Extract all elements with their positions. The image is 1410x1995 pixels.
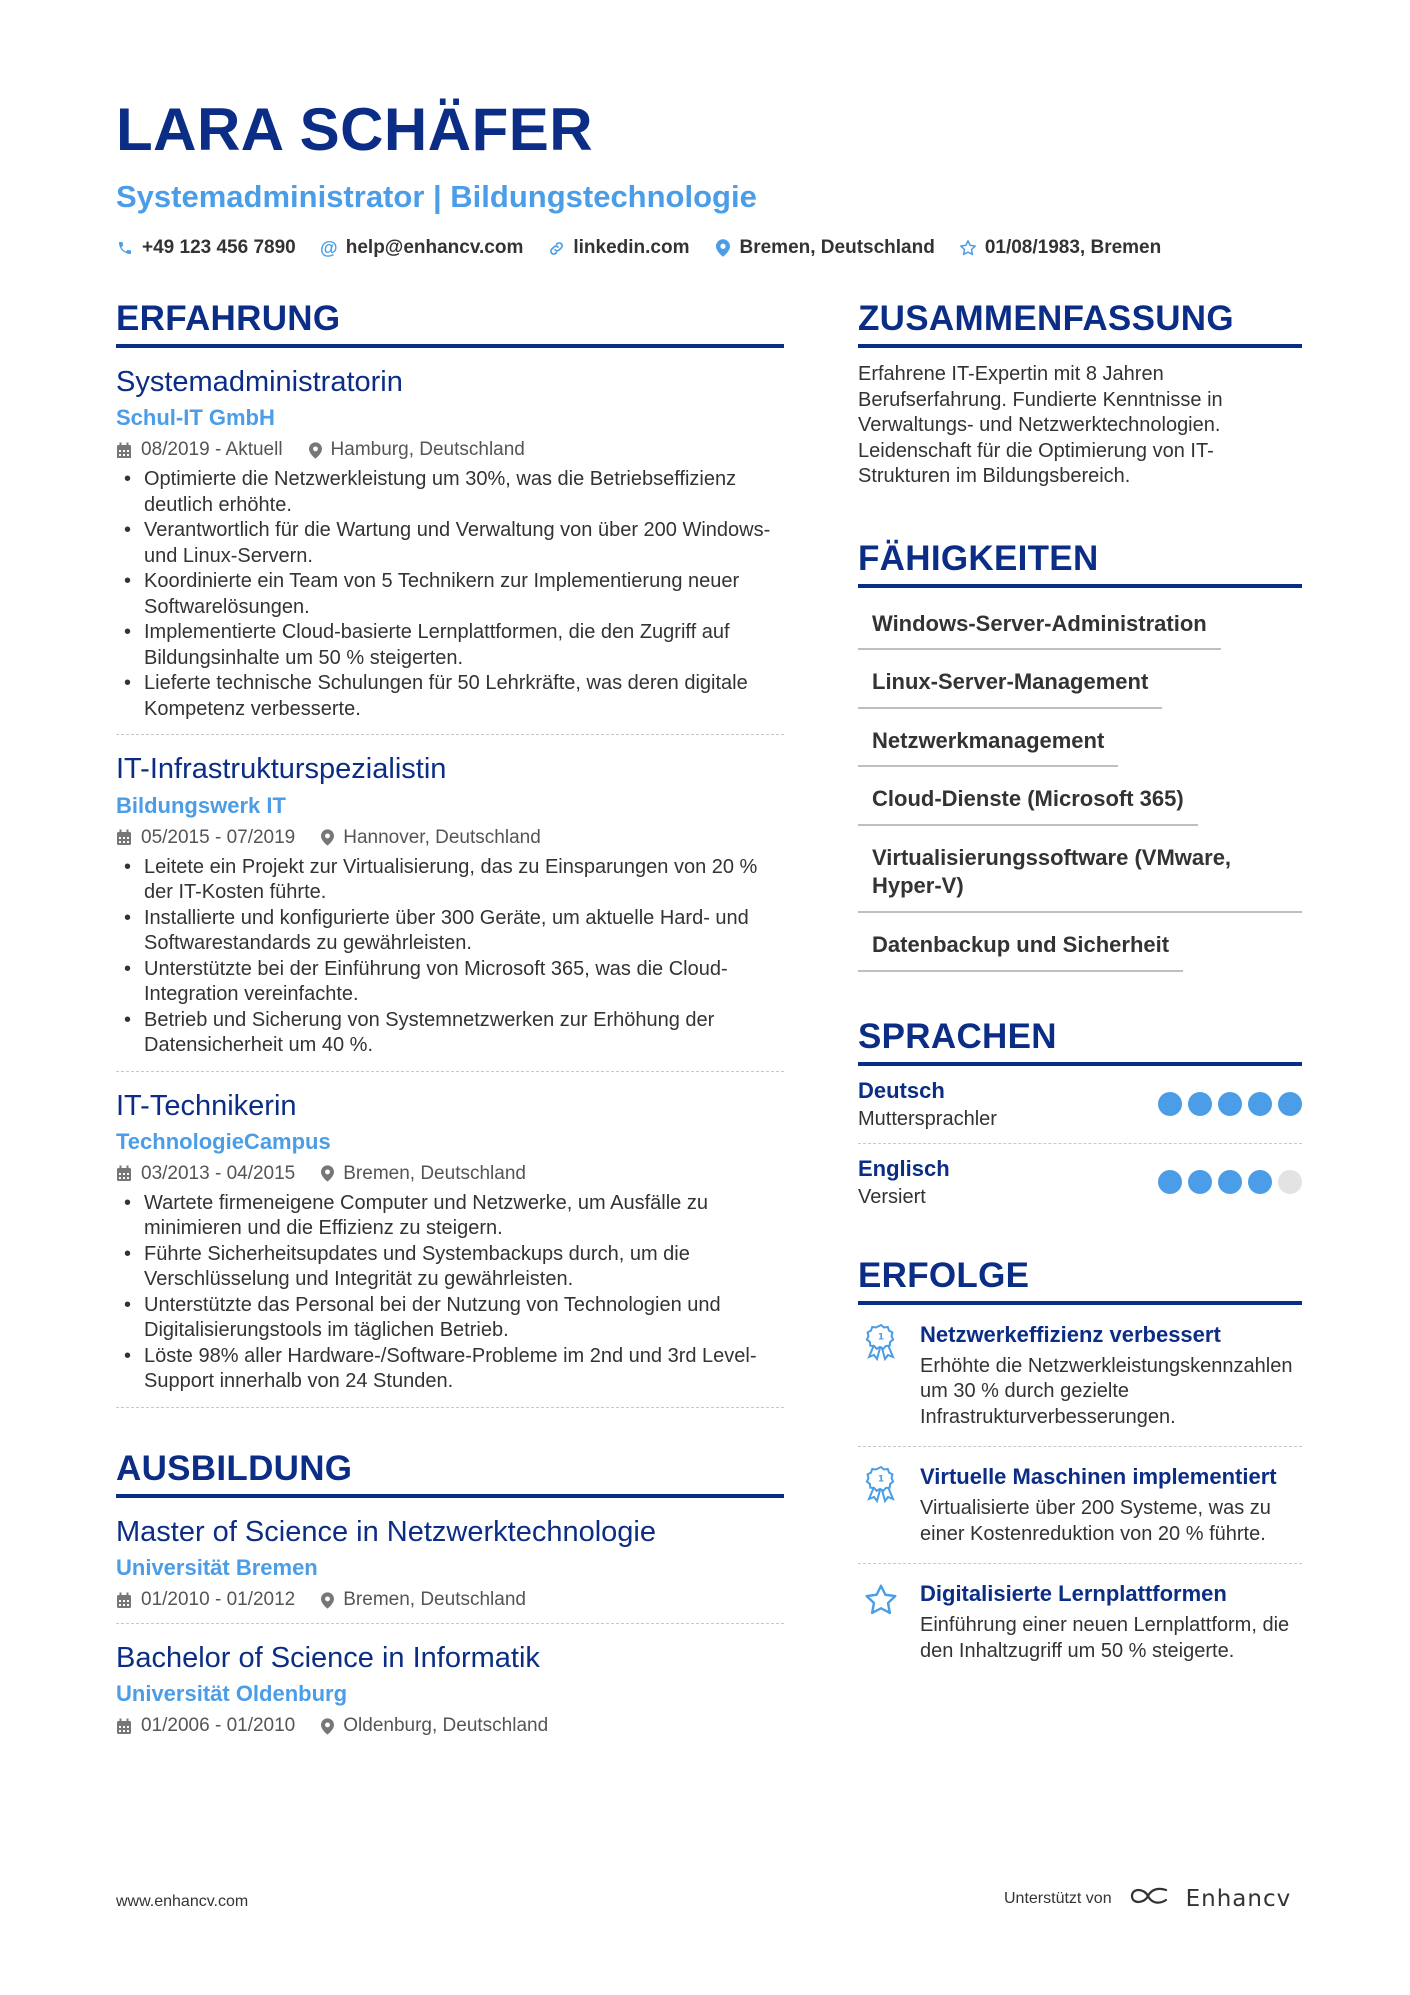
company-name: Bildungswerk IT bbox=[116, 792, 286, 818]
location-pin-icon bbox=[714, 239, 732, 257]
achievements-list bbox=[858, 1305, 1302, 1681]
at-icon: @ bbox=[319, 237, 338, 258]
skills-list bbox=[858, 602, 1302, 972]
language-rating bbox=[1158, 1170, 1302, 1194]
calendar-icon bbox=[116, 1718, 132, 1735]
experience-entry bbox=[116, 1072, 784, 1408]
link-icon bbox=[547, 239, 565, 257]
location-text: Hamburg, Deutschland bbox=[330, 439, 525, 461]
entry-location bbox=[321, 1163, 526, 1185]
resume-header bbox=[116, 98, 1306, 259]
entry-dates bbox=[116, 1715, 295, 1737]
entry-location bbox=[321, 1589, 526, 1611]
entry-dates bbox=[116, 1163, 295, 1185]
language-item bbox=[858, 1066, 1302, 1144]
location-text: Oldenburg, Deutschland bbox=[343, 1715, 549, 1737]
entry-dates bbox=[116, 827, 295, 849]
entry-location bbox=[321, 827, 541, 849]
person-subtitle: Systemadministrator | Bildungstechnologie bbox=[116, 179, 757, 214]
degree-title: Master of Science in Netzwerktechnologie bbox=[116, 1515, 656, 1548]
achievement-desc: Virtualisierte über 200 Systeme, was zu einer Kostenreduktion von 20 % führte. bbox=[920, 1497, 1271, 1545]
job-title: IT-Infrastrukturspezialistin bbox=[116, 753, 447, 786]
achievement-item bbox=[858, 1447, 1302, 1564]
languages-list bbox=[858, 1066, 1302, 1221]
bullet-item: • Koordinierte ein Team von 5 Technikern zur Implementierung neuer Softwarelösungen. bbox=[116, 569, 784, 620]
right-column bbox=[858, 298, 1302, 1680]
summary-text: Erfahrene IT-Expertin mit 8 Jahren Berufserfahrung. Fundierte Kenntnisse in Verwaltungs- und Netzwerktechnologien. Leidenschaft für die Optimierung von IT-Strukturen im Bildungsbereich. bbox=[858, 363, 1223, 487]
contact-email[interactable] bbox=[320, 237, 524, 259]
bullet-item: • Implementierte Cloud-basierte Lernplattformen, die den Zugriff auf Bildungsinhalte um 50 % steigerten. bbox=[116, 620, 784, 671]
skill-tag: Netzwerkmanagement bbox=[858, 719, 1118, 768]
location-pin-icon bbox=[321, 1592, 334, 1609]
language-rating bbox=[1158, 1092, 1302, 1116]
school-name: Universität Bremen bbox=[116, 1555, 318, 1580]
achievement-desc: Einführung einer neuen Lernplattform, die den Inhaltzugriff um 50 % steigerte. bbox=[920, 1614, 1290, 1662]
bullet-item: • Führte Sicherheitsupdates und Systembackups durch, um die Verschlüsselung und Integrität zu gewährleisten. bbox=[116, 1242, 784, 1293]
education-heading: AUSBILDUNG bbox=[116, 1448, 784, 1498]
experience-entry bbox=[116, 348, 784, 735]
location-text: Bremen, Deutschland bbox=[343, 1589, 526, 1610]
entry-meta bbox=[116, 1163, 784, 1185]
calendar-icon bbox=[116, 1592, 132, 1609]
footer-website[interactable]: www.enhancv.com bbox=[116, 1893, 249, 1910]
achievement-title: Netzwerkeffizienz verbessert bbox=[920, 1321, 1221, 1347]
bullet-item: • Optimierte die Netzwerkleistung um 30%, was die Betriebseffizienz deutlich erhöhte. bbox=[116, 467, 784, 518]
location-text: Bremen, Deutschland bbox=[739, 237, 935, 258]
company-name: TechnologieCampus bbox=[116, 1128, 331, 1154]
bullet-item: • Leitete ein Projekt zur Virtualisierung, das zu Einsparungen von 20 % der IT-Kosten führte. bbox=[116, 855, 784, 906]
bullet-item: • Installierte und konfigurierte über 300 Geräte, um aktuelle Hard- und Softwarestandards zu gewährleisten. bbox=[116, 906, 784, 957]
bullet-list bbox=[116, 855, 784, 1059]
skill-tag: Virtualisierungssoftware (VMware, Hyper-V) bbox=[858, 836, 1302, 913]
calendar-icon bbox=[116, 1165, 132, 1182]
dates-text: 01/2006 - 01/2010 bbox=[141, 1715, 296, 1737]
location-pin-icon bbox=[321, 829, 334, 846]
entry-dates bbox=[116, 1589, 295, 1611]
location-text: Bremen, Deutschland bbox=[343, 1162, 526, 1184]
dates-text: 03/2013 - 04/2015 bbox=[141, 1162, 296, 1184]
rating-dot-filled bbox=[1218, 1170, 1242, 1194]
ribbon-award-icon bbox=[858, 1463, 904, 1547]
dates-text: 01/2010 - 01/2012 bbox=[141, 1589, 296, 1610]
entry-meta bbox=[116, 439, 784, 461]
rating-dot-empty bbox=[1278, 1170, 1302, 1194]
language-info bbox=[858, 1078, 997, 1131]
contact-phone[interactable] bbox=[116, 237, 296, 259]
bullet-list bbox=[116, 1191, 784, 1395]
skill-tag: Cloud-Dienste (Microsoft 365) bbox=[858, 777, 1198, 826]
person-name: LARA SCHÄFER bbox=[116, 96, 594, 163]
summary-heading: ZUSAMMENFASSUNG bbox=[858, 298, 1302, 348]
language-name: Deutsch bbox=[858, 1077, 945, 1103]
dates-text: 08/2019 - Aktuell bbox=[141, 439, 283, 461]
language-level: Muttersprachler bbox=[858, 1107, 997, 1130]
achievement-item bbox=[858, 1305, 1302, 1448]
contact-linkedin[interactable] bbox=[547, 237, 689, 259]
star-icon bbox=[858, 1580, 904, 1664]
entry-location bbox=[321, 1715, 548, 1737]
achievement-body bbox=[920, 1463, 1302, 1547]
contact-bar bbox=[116, 237, 1306, 259]
entry-meta bbox=[116, 1589, 784, 1611]
education-entry bbox=[116, 1624, 784, 1749]
languages-heading: SPRACHEN bbox=[858, 1016, 1302, 1066]
star-icon bbox=[959, 239, 977, 257]
experience-heading: ERFAHRUNG bbox=[116, 298, 784, 348]
job-title: Systemadministratorin bbox=[116, 366, 403, 398]
bullet-item: • Verantwortlich für die Wartung und Verwaltung von über 200 Windows- und Linux-Servern. bbox=[116, 518, 784, 569]
left-column bbox=[116, 298, 784, 1749]
education-entry bbox=[116, 1498, 784, 1624]
phone-text: +49 123 456 7890 bbox=[142, 237, 296, 258]
language-info bbox=[858, 1156, 950, 1209]
achievement-desc: Erhöhte die Netzwerkleistungskennzahlen um 30 % durch gezielte Infrastrukturverbesserungen. bbox=[920, 1354, 1293, 1428]
entry-dates bbox=[116, 439, 283, 461]
location-text: Hannover, Deutschland bbox=[343, 826, 541, 848]
language-item bbox=[858, 1144, 1302, 1221]
rating-dot-filled bbox=[1158, 1170, 1182, 1194]
achievement-body bbox=[920, 1580, 1302, 1664]
achievement-item bbox=[858, 1564, 1302, 1680]
email-text: help@enhancv.com bbox=[345, 237, 524, 258]
ribbon-award-icon bbox=[858, 1321, 904, 1431]
powered-by-text: Unterstützt von bbox=[1004, 1889, 1112, 1907]
footer-branding bbox=[1004, 1884, 1291, 1913]
job-title: IT-Technikerin bbox=[116, 1089, 297, 1122]
rating-dot-filled bbox=[1218, 1092, 1242, 1116]
brand-name: Enhancv bbox=[1185, 1885, 1292, 1912]
experience-entry bbox=[116, 735, 784, 1071]
degree-title: Bachelor of Science in Informatik bbox=[116, 1642, 540, 1674]
linkedin-text: linkedin.com bbox=[573, 237, 690, 258]
language-name: Englisch bbox=[858, 1155, 950, 1181]
bullet-item: • Löste 98% aller Hardware-/Software-Probleme im 2nd und 3rd Level-Support innerhalb von 24 Stunden. bbox=[116, 1344, 784, 1395]
bullet-item: • Lieferte technische Schulungen für 50 Lehrkräfte, was deren digitale Kompetenz verbesserte. bbox=[116, 671, 784, 722]
phone-icon bbox=[116, 239, 134, 257]
rating-dot-filled bbox=[1278, 1092, 1302, 1116]
achievement-title: Virtuelle Maschinen implementiert bbox=[920, 1464, 1277, 1490]
contact-location bbox=[714, 237, 935, 259]
calendar-icon bbox=[116, 442, 132, 459]
svg-text:1: 1 bbox=[877, 1474, 885, 1485]
skill-tag: Windows-Server-Administration bbox=[858, 602, 1221, 651]
entry-meta bbox=[116, 1715, 784, 1737]
svg-text:1: 1 bbox=[877, 1332, 885, 1343]
bullet-list bbox=[116, 467, 784, 722]
location-pin-icon bbox=[309, 442, 322, 459]
rating-dot-filled bbox=[1248, 1170, 1272, 1194]
rating-dot-filled bbox=[1158, 1092, 1182, 1116]
skills-heading: FÄHIGKEITEN bbox=[858, 538, 1302, 588]
location-pin-icon bbox=[321, 1718, 334, 1735]
location-pin-icon bbox=[321, 1165, 334, 1182]
bullet-item: • Wartete firmeneigene Computer und Netzwerke, um Ausfälle zu minimieren und die Effizienz zu steigern. bbox=[116, 1191, 784, 1242]
achievement-title: Digitalisierte Lernplattformen bbox=[920, 1581, 1227, 1607]
bullet-item: • Unterstützte das Personal bei der Nutzung von Technologien und Digitalisierungstools im täglichen Betrieb. bbox=[116, 1293, 784, 1344]
school-name: Universität Oldenburg bbox=[116, 1681, 348, 1707]
dates-text: 05/2015 - 07/2019 bbox=[141, 826, 296, 848]
birth-text: 01/08/1983, Bremen bbox=[984, 237, 1162, 258]
achievement-body bbox=[920, 1321, 1302, 1431]
language-level: Versiert bbox=[858, 1185, 926, 1208]
bullet-item: • Unterstützte bei der Einführung von Microsoft 365, was die Cloud-Integration vereinfachte. bbox=[116, 957, 784, 1008]
company-name: Schul-IT GmbH bbox=[116, 405, 275, 431]
skill-tag: Linux-Server-Management bbox=[858, 660, 1162, 709]
bullet-item: • Betrieb und Sicherung von Systemnetzwerken zur Erhöhung der Datensicherheit um 40 %. bbox=[116, 1008, 784, 1059]
rating-dot-filled bbox=[1188, 1092, 1212, 1116]
enhancv-logo-icon bbox=[1126, 1884, 1172, 1913]
skill-tag: Datenbackup und Sicherheit bbox=[858, 923, 1183, 972]
entry-meta bbox=[116, 827, 784, 849]
rating-dot-filled bbox=[1248, 1092, 1272, 1116]
rating-dot-filled bbox=[1188, 1170, 1212, 1194]
entry-location bbox=[309, 439, 525, 461]
contact-birth bbox=[959, 237, 1161, 259]
calendar-icon bbox=[116, 829, 132, 846]
achievements-heading: ERFOLGE bbox=[858, 1255, 1302, 1305]
